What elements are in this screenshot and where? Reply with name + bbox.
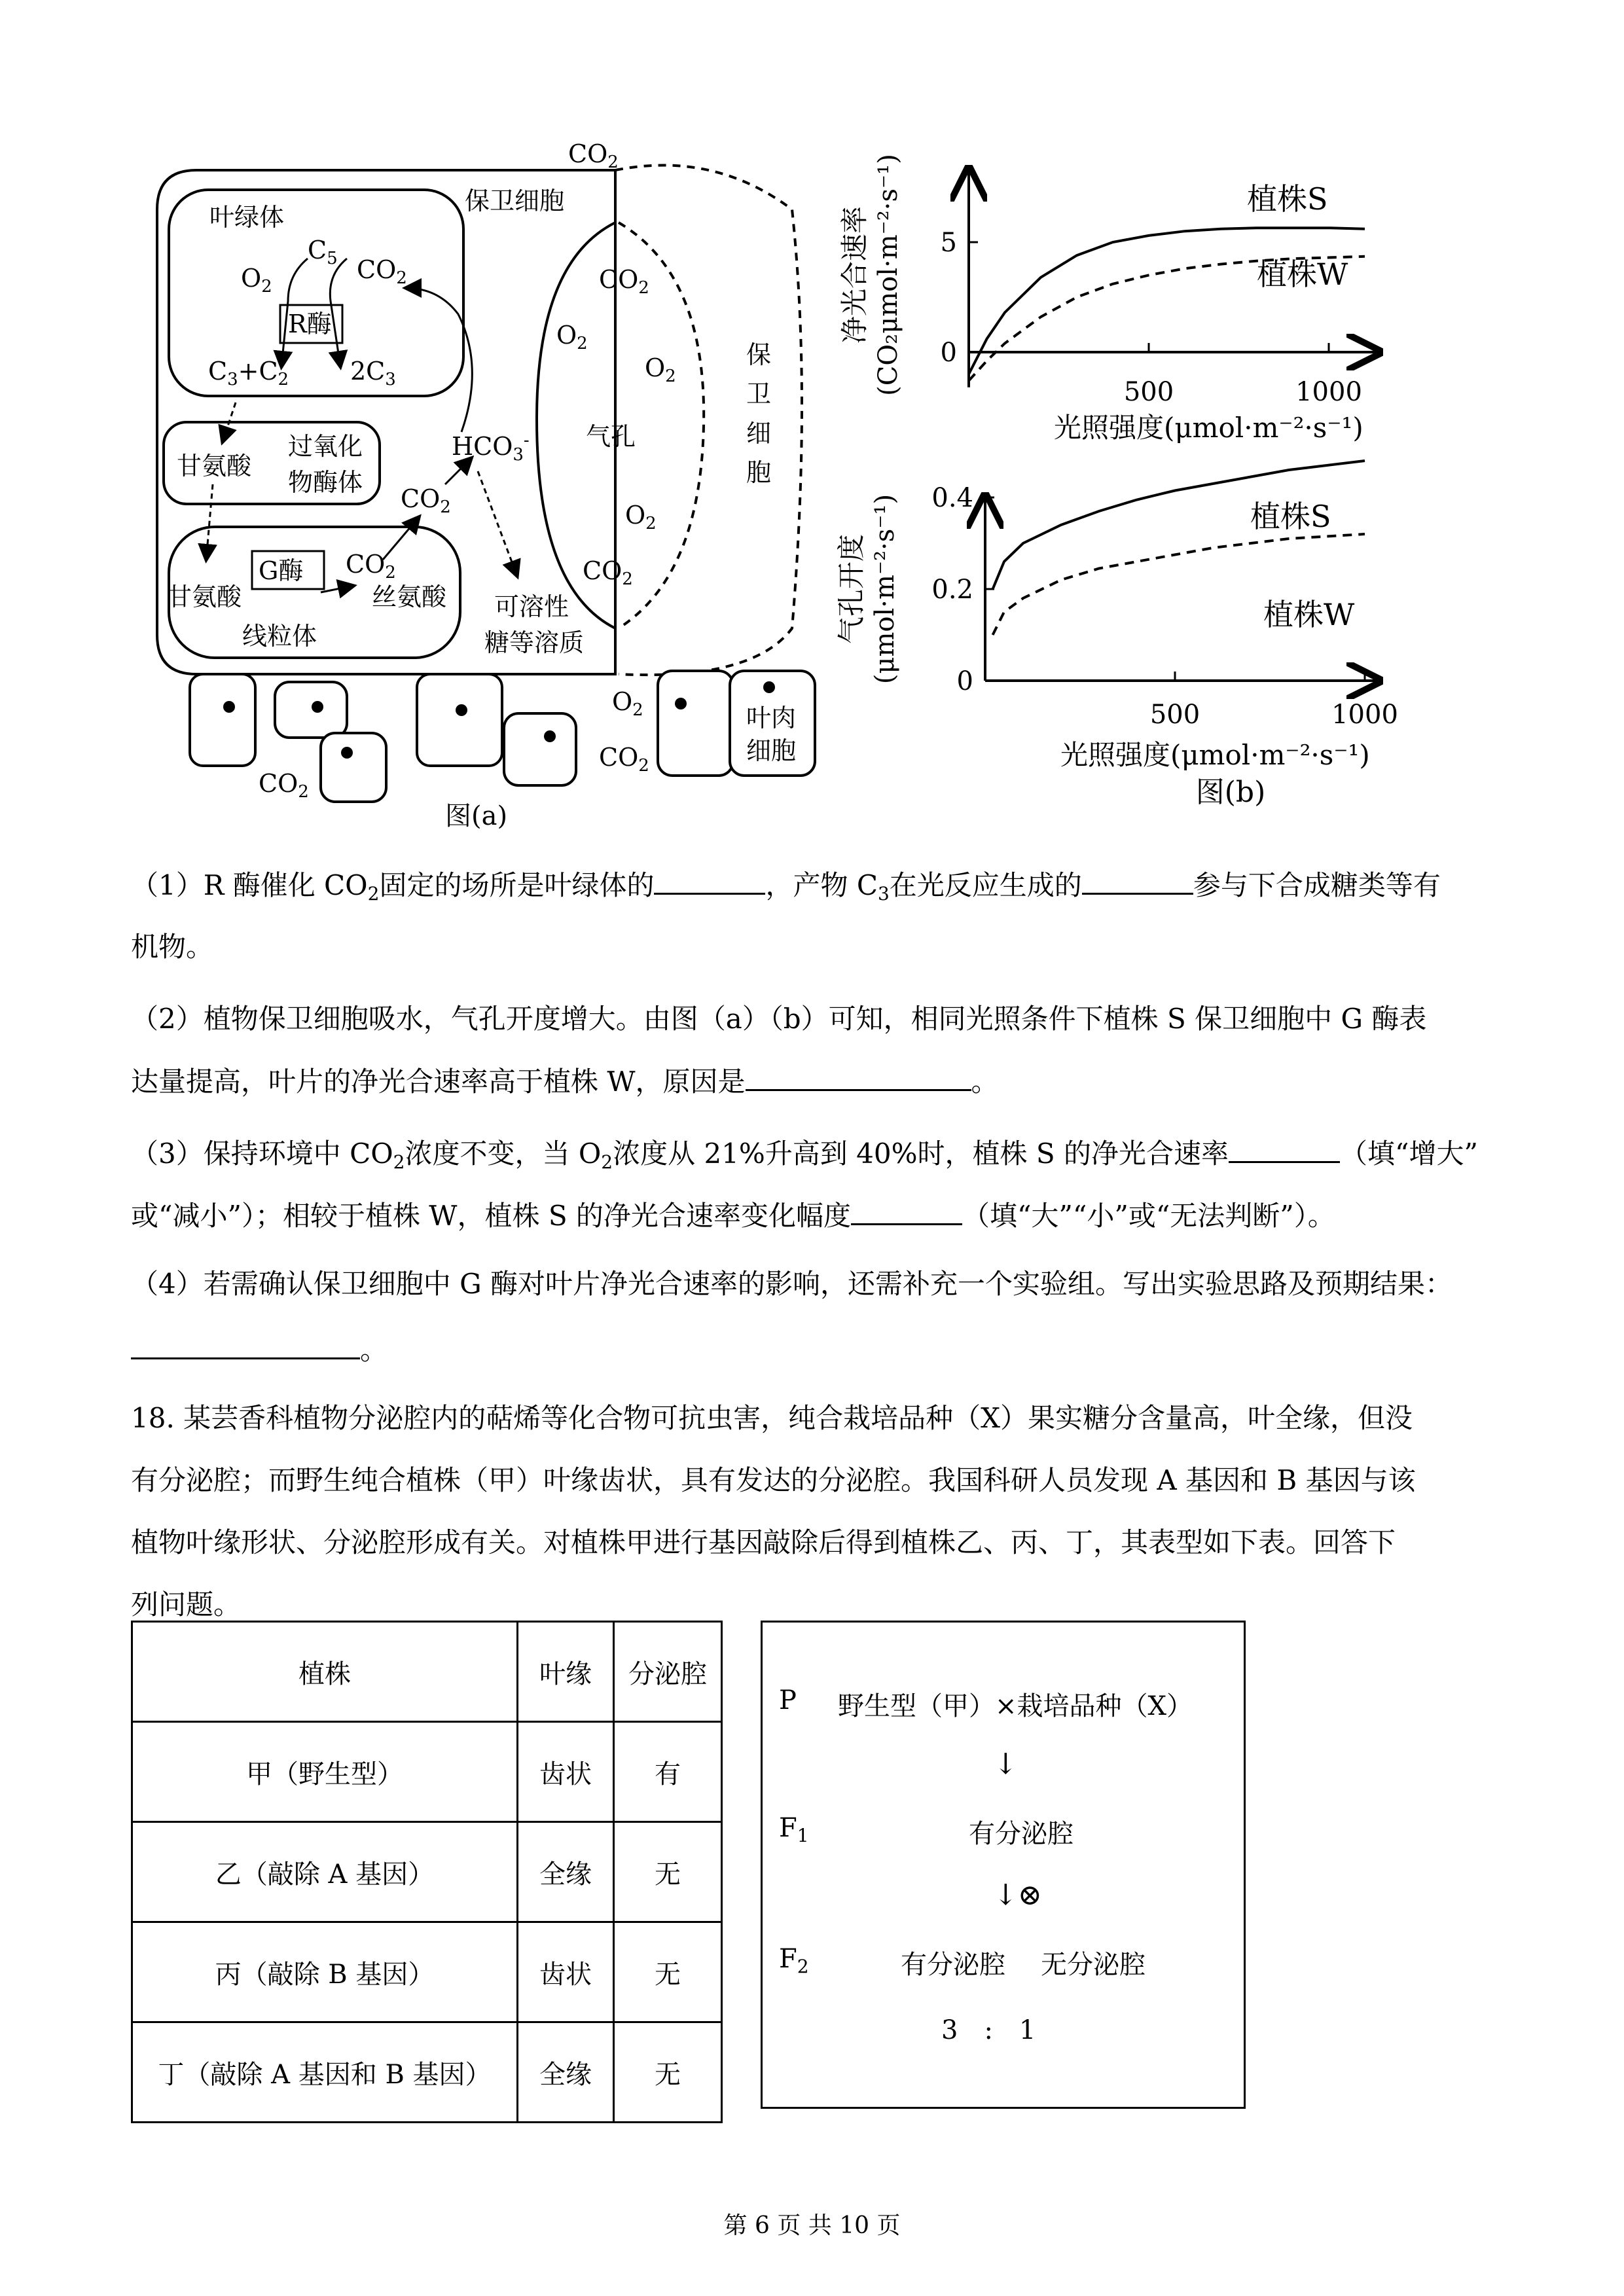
series-label-plant-w: 植株W bbox=[1263, 597, 1355, 632]
table-row bbox=[132, 1822, 722, 1922]
y-tick-label: 0 bbox=[940, 338, 957, 368]
mesophyll-cell bbox=[658, 671, 733, 776]
table-cell: 齿状 bbox=[518, 1922, 614, 2022]
cross-arrow-2: ↓⊗ bbox=[994, 1878, 1042, 1912]
svg-text:CO2: $CO_2$ bbox=[401, 484, 451, 517]
label-glycine-bottom: 甘氨酸 bbox=[167, 583, 242, 611]
table-cell: 有 bbox=[614, 1722, 722, 1822]
table-cell: 乙（敲除 A 基因） bbox=[132, 1822, 518, 1922]
label-stoma-o2-a: O bbox=[556, 321, 577, 350]
x-axis-label: 光照强度(μmol·m⁻²·s⁻¹) bbox=[1060, 739, 1370, 771]
cross-p-text: 野生型（甲）×栽培品种（X） bbox=[838, 1691, 1193, 1721]
label-guard-cell-right-1: 保 bbox=[746, 340, 772, 369]
svg-text:CO2: $CO_2$ bbox=[346, 550, 396, 583]
answer-blank[interactable] bbox=[746, 1060, 971, 1091]
label-r-enzyme: R酶 bbox=[288, 310, 332, 338]
y-axis-unit: (CO₂μmol·m⁻²·s⁻¹) bbox=[873, 154, 903, 396]
label-chloroplast: 叶绿体 bbox=[209, 203, 285, 232]
svg-text:O2: $O_2$ bbox=[645, 353, 676, 386]
figure-a bbox=[144, 128, 831, 841]
figure-b bbox=[831, 151, 1460, 831]
x-tick-label: 500 bbox=[1123, 377, 1174, 407]
question-18-line3: 植物叶缘形状、分泌腔形成有关。对植株甲进行基因敲除后得到植株乙、丙、丁，其表型如下表。回答下 bbox=[131, 1526, 1396, 1558]
table-row bbox=[132, 1722, 722, 1822]
label-co2-top: CO bbox=[568, 139, 608, 168]
x-tick-label: 1000 bbox=[1331, 700, 1398, 730]
cross-f2-label: $F_2$ bbox=[779, 1944, 809, 1977]
label-mitochondrion: 线粒体 bbox=[242, 622, 317, 651]
svg-text:O2: $O_2$ bbox=[556, 321, 588, 353]
y-tick-label: 0.4 bbox=[931, 483, 973, 513]
svg-text:O2: $O_2$ bbox=[612, 687, 643, 720]
svg-text:HCO3-: $HCO_3^-$ bbox=[452, 431, 530, 465]
y-axis-unit: (μmol·m⁻²·s⁻¹) bbox=[870, 493, 900, 685]
label-2c3: 2C bbox=[350, 357, 386, 386]
label-o2-bottom: O bbox=[612, 687, 633, 716]
label-c5: C bbox=[308, 236, 327, 264]
x-tick-label: 500 bbox=[1149, 700, 1200, 730]
question-4-cont: 。 bbox=[131, 1329, 1492, 1371]
cross-ratio: 3 : 1 bbox=[941, 2015, 1036, 2045]
question-2: （2）植物保卫细胞吸水，气孔开度增大。由图（a）（b）可知，相同光照条件下植株 S 保卫细胞中 G 酶表 bbox=[131, 1003, 1427, 1035]
y-tick-label: 0 bbox=[956, 666, 973, 696]
label-co2-bottom-left: CO bbox=[259, 769, 298, 798]
answer-blank[interactable] bbox=[1229, 1132, 1340, 1163]
cross-arrow-1: ↓ bbox=[994, 1748, 1018, 1781]
svg-text:CO2: $CO_2$ bbox=[357, 255, 407, 288]
svg-text:C5: $C_5$ bbox=[308, 236, 338, 268]
label-soluble-sugar-2: 糖等溶质 bbox=[484, 628, 585, 657]
svg-text:CO2: $CO_2$ bbox=[259, 769, 309, 802]
question-1-cont: 机物。 bbox=[131, 931, 214, 963]
answer-blank[interactable] bbox=[654, 864, 765, 895]
x-axis-label: 光照强度(μmol·m⁻²·s⁻¹) bbox=[1054, 412, 1363, 444]
mesophyll-cell bbox=[417, 674, 502, 766]
label-hco3: HCO bbox=[452, 432, 513, 461]
y-axis-label: 气孔开度 bbox=[835, 533, 867, 645]
label-soluble-sugar-1: 可溶性 bbox=[494, 592, 569, 621]
table-cell: 全缘 bbox=[518, 2022, 614, 2123]
cross-f1-label: $F_1$ bbox=[779, 1813, 809, 1846]
question-18-line1: 18. 某芸香科植物分泌腔内的萜烯等化合物可抗虫害，纯合栽培品种（X）果实糖分含量高，叶全缘，但没 bbox=[131, 1402, 1413, 1434]
answer-blank[interactable] bbox=[1082, 864, 1193, 895]
label-peroxisome-1: 过氧化 bbox=[288, 432, 363, 461]
answer-blank[interactable] bbox=[851, 1194, 962, 1225]
label-guard-cell-right-3: 细 bbox=[746, 419, 772, 448]
table-header: 植株 bbox=[132, 1622, 518, 1722]
table-header: 叶缘 bbox=[518, 1622, 614, 1722]
svg-text:O2: $O_2$ bbox=[241, 264, 272, 296]
table-cell: 全缘 bbox=[518, 1822, 614, 1922]
label-peroxisome-2: 物酶体 bbox=[288, 468, 363, 497]
svg-text:CO2: $CO_2$ bbox=[599, 265, 649, 298]
series-label-plant-s: 植株S bbox=[1250, 499, 1331, 534]
phenotype-table bbox=[131, 1621, 723, 2123]
figure-a-caption: 图(a) bbox=[445, 801, 508, 831]
mesophyll-cell bbox=[504, 713, 576, 785]
x-tick-label: 1000 bbox=[1295, 377, 1362, 407]
label-guard-cell-right-4: 胞 bbox=[746, 458, 772, 487]
label-c3-c2: C bbox=[208, 357, 228, 386]
label-o2-chloroplast: O bbox=[241, 264, 262, 293]
table-cell: 无 bbox=[614, 2022, 722, 2123]
mesophyll-cell bbox=[190, 674, 255, 766]
table-cell: 甲（野生型） bbox=[132, 1722, 518, 1822]
label-stoma-co2-b: CO bbox=[583, 556, 623, 585]
svg-text:O2: $O_2$ bbox=[625, 501, 657, 533]
answer-blank[interactable] bbox=[131, 1329, 360, 1359]
label-g-enzyme: G酶 bbox=[259, 556, 304, 585]
chart-title: 图(b) bbox=[1195, 776, 1266, 809]
svg-text:CO2: $CO_2$ bbox=[599, 743, 649, 776]
table-header-row bbox=[132, 1622, 722, 1722]
table-row bbox=[132, 2022, 722, 2123]
label-co2-mid: CO bbox=[401, 484, 441, 513]
label-mesophyll-2: 细胞 bbox=[746, 736, 797, 765]
question-1: （1）R 酶催化 $CO_2$固定的场所是叶绿体的 ，产物 $C_3$在光反应生成的 参与下合成糖类等有 bbox=[131, 864, 1492, 915]
label-stoma-o2-c: O bbox=[625, 501, 646, 529]
cross-f2-text-b: 无分泌腔 bbox=[1041, 1950, 1146, 1980]
cross-f2-text-a: 有分泌腔 bbox=[901, 1950, 1005, 1980]
label-stoma: 气孔 bbox=[586, 422, 636, 451]
table-cell: 齿状 bbox=[518, 1722, 614, 1822]
table-cell: 无 bbox=[614, 1822, 722, 1922]
question-18-line2: 有分泌腔；而野生纯合植株（甲）叶缘齿状，具有发达的分泌腔。我国科研人员发现 A 基因和 B 基因与该 bbox=[131, 1464, 1416, 1496]
svg-text:C3+C2: $C_3+C_2$ bbox=[208, 357, 289, 389]
svg-text:CO2: $CO_2$ bbox=[583, 556, 633, 589]
cross-f1-text: 有分泌腔 bbox=[969, 1819, 1074, 1849]
question-3: （3）保持环境中 $CO_2$浓度不变，当 $O_2$浓度从 21%升高到 40%时，植株 S 的净光合速率 （填“增大” bbox=[131, 1132, 1492, 1183]
question-18-line4: 列问题。 bbox=[131, 1588, 242, 1621]
mesophyll-cell bbox=[321, 733, 386, 802]
svg-text:2C3: $2C_3$ bbox=[350, 357, 396, 389]
y-axis-label: 净光合速率 bbox=[839, 206, 871, 344]
label-serine: 丝氨酸 bbox=[372, 583, 447, 611]
label-co2-chloroplast: CO bbox=[357, 255, 397, 284]
y-tick-label: 5 bbox=[940, 228, 957, 258]
y-tick-label: 0.2 bbox=[931, 575, 973, 605]
table-cell: 丁（敲除 A 基因和 B 基因） bbox=[132, 2022, 518, 2123]
mesophyll-cell bbox=[275, 682, 347, 738]
label-guard-cell-right-2: 卫 bbox=[746, 380, 772, 408]
page-footer: 第 6 页 共 10 页 bbox=[723, 2212, 901, 2239]
label-stoma-o2-b: O bbox=[645, 353, 666, 382]
series-label-plant-s: 植株S bbox=[1247, 181, 1328, 217]
label-co2-mito: CO bbox=[346, 550, 386, 579]
question-4: （4）若需确认保卫细胞中 G 酶对叶片净光合速率的影响，还需补充一个实验组。写出实验思路及预期结果： bbox=[131, 1268, 1453, 1300]
label-mesophyll-1: 叶肉 bbox=[746, 704, 797, 732]
series-label-plant-w: 植株W bbox=[1257, 257, 1348, 292]
table-row bbox=[132, 1922, 722, 2022]
label-stoma-co2-a: CO bbox=[599, 265, 639, 294]
question-2-cont: 达量提高，叶片的净光合速率高于植株 W，原因是 。 bbox=[131, 1060, 1492, 1103]
label-glycine-top: 甘氨酸 bbox=[177, 452, 252, 480]
table-cell: 丙（敲除 B 基因） bbox=[132, 1922, 518, 2022]
question-3-cont: 或“减小”）；相较于植株 W，植株 S 的净光合速率变化幅度 （填“大”“小”或“无法判断”）。 bbox=[131, 1194, 1492, 1237]
table-cell: 无 bbox=[614, 1922, 722, 2022]
label-guard-cell-left: 保卫细胞 bbox=[465, 187, 565, 215]
table-header: 分泌腔 bbox=[614, 1622, 722, 1722]
svg-text:CO2: $CO_2$ bbox=[568, 139, 619, 172]
cross-p-label: P bbox=[779, 1685, 797, 1715]
label-co2-bottom-right: CO bbox=[599, 743, 639, 772]
